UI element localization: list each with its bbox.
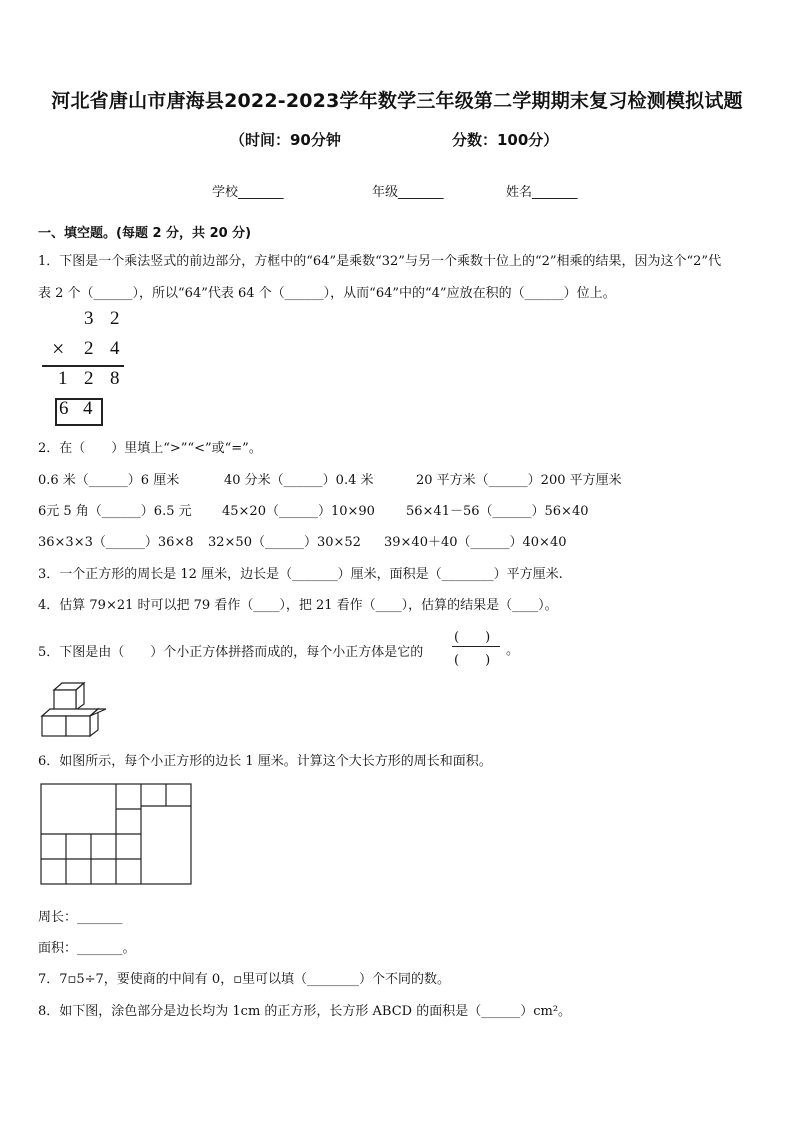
- fraction-blank: [452, 626, 520, 668]
- question-6: 6．如图所示，每个小正方形的边长 1 厘米。计算这个大长方形的周长和面积。: [38, 754, 492, 769]
- q2-cell: 56×41－56（______）56×40: [406, 504, 589, 519]
- digit: 4: [83, 398, 93, 419]
- question-8: 8．如下图，涂色部分是边长均为 1cm 的正方形，长方形 ABCD 的面积是（______）cm²。: [38, 1004, 572, 1019]
- multiplication-figure: [40, 306, 130, 426]
- exam-score: 分数：100分）: [452, 131, 559, 149]
- q2-cell: 36×3×3（______）36×8: [38, 535, 194, 550]
- q2-cell: 40 分米（______）0.4 米: [224, 473, 374, 488]
- perimeter-answer: 周长：_______: [38, 910, 123, 925]
- digit: 6: [59, 398, 69, 419]
- q2-cell: 6元 5 角（______）6.5 元: [38, 504, 192, 519]
- period: 。: [506, 643, 520, 658]
- grade-field: 年级_______: [372, 185, 444, 200]
- question-4: 4．估算 79×21 时可以把 79 看作（____），把 21 看作（____），估算的结果是（____）。: [38, 598, 558, 613]
- q2-cell: 20 平方米（______）200 平方厘米: [416, 473, 622, 488]
- digit: 2: [110, 308, 120, 329]
- school-field: 学校_______: [212, 185, 284, 200]
- question-2: 2．在（ ）里填上“>”“<”或“=”。: [38, 441, 262, 456]
- q2-cell: 32×50（______）30×52: [208, 535, 361, 550]
- area-answer: 面积：_______。: [38, 941, 136, 956]
- digit: 4: [110, 338, 120, 359]
- digit: 2: [84, 368, 94, 389]
- digit: 1: [58, 368, 68, 389]
- q2-cell: 39×40＋40（______）40×40: [384, 535, 567, 550]
- exam-time: （时间：90分钟: [230, 131, 341, 149]
- question-1-line-1: 1．下图是一个乘法竖式的前边部分，方框中的“64”是乘数“32”与另一个乘数十位上的“2”相乘的结果，因为这个“2”代: [38, 254, 722, 269]
- question-3: 3．一个正方形的周长是 12 厘米，边长是（_______）厘米，面积是（________）平方厘米.: [38, 567, 563, 582]
- question-7: 7．7▫5÷7，要使商的中间有 0，▫里可以填（________）个不同的数。: [38, 972, 451, 987]
- digit: 3: [84, 308, 94, 329]
- fraction-bar: [452, 646, 500, 647]
- numerator: ( ): [454, 630, 491, 645]
- denominator: ( ): [454, 653, 491, 668]
- question-1-line-2: 表 2 个（______），所以“64”代表 64 个（______），从而“64”中的“4”应放在积的（______）位上。: [38, 286, 616, 301]
- cubes-figure: [40, 680, 110, 740]
- q2-cell: 45×20（______）10×90: [222, 504, 375, 519]
- divider-line: [42, 365, 124, 367]
- q2-cell: 0.6 米（______）6 厘米: [38, 473, 180, 488]
- section-heading: 一、填空题。(每题 2 分，共 20 分): [38, 226, 252, 241]
- times-sign: ×: [52, 336, 65, 361]
- digit: 2: [84, 338, 94, 359]
- name-field: 姓名_______: [506, 185, 578, 200]
- rectangle-grid-figure: [40, 783, 194, 885]
- digit: 8: [110, 368, 120, 389]
- question-5: 5．下图是由（ ）个小正方体拼搭而成的，每个小正方体是它的: [38, 645, 424, 660]
- page-title: 河北省唐山市唐海县2022-2023学年数学三年级第二学期期末复习检测模拟试题: [51, 90, 743, 112]
